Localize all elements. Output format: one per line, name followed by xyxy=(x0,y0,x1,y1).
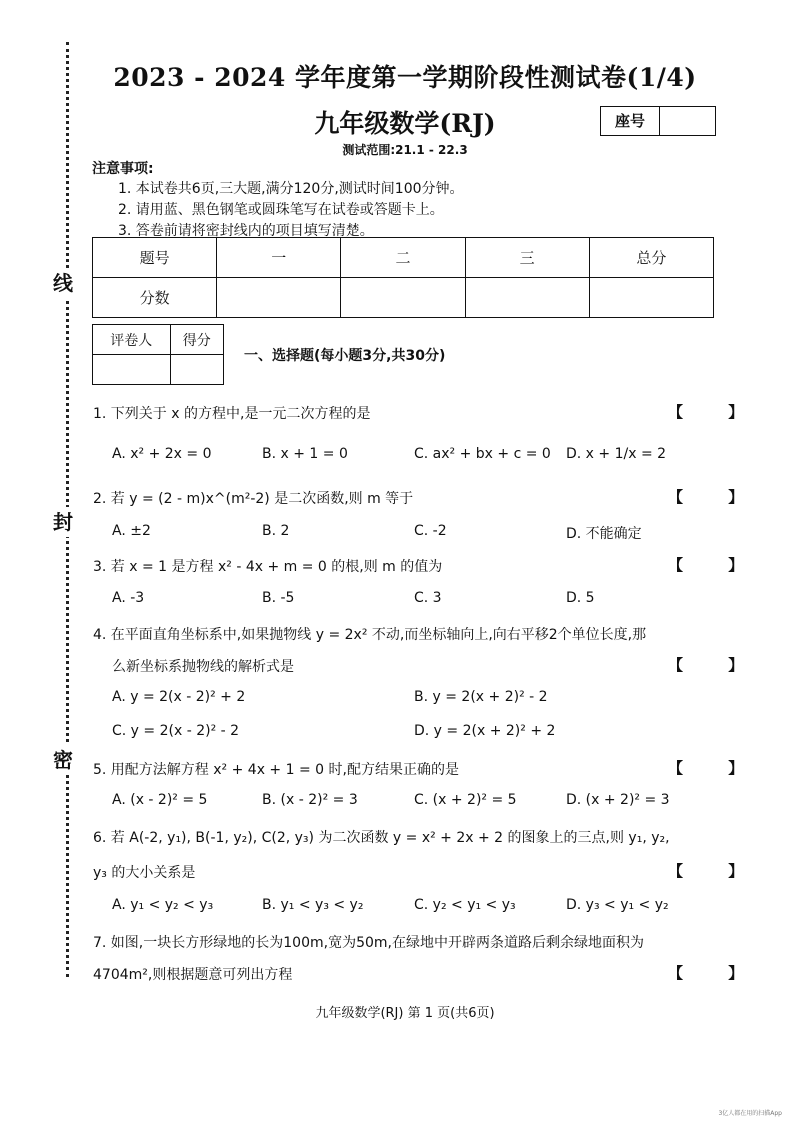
binding-char-secret: 密 xyxy=(53,745,73,775)
option: B. (x - 2)² = 3 xyxy=(262,792,358,808)
option: C. 3 xyxy=(414,590,442,606)
score-cell[interactable] xyxy=(341,278,465,318)
question-stem: 6. 若 A(-2, y₁), B(-1, y₂), C(2, y₃) 为二次函数 y = x² + 2x + 2 的图象上的三点,则 y₁, y₂, xyxy=(93,830,670,846)
option: B. y = 2(x + 2)² - 2 xyxy=(414,689,548,705)
scanner-watermark: 3亿人都在用的扫描App xyxy=(718,1110,782,1117)
score-header-cell: 总分 xyxy=(589,238,713,278)
note-item: 2. 请用蓝、黑色钢笔或圆珠笔写在试卷或答题卡上。 xyxy=(118,202,444,218)
score-row-label: 分数 xyxy=(93,278,217,318)
question-stem: 4. 在平面直角坐标系中,如果抛物线 y = 2x² 不动,而坐标轴向上,向右平移2个单位长度,那 xyxy=(93,627,647,643)
question-stem: 7. 如图,一块长方形绿地的长为100m,宽为50m,在绿地中开辟两条道路后剩余绿地面积为 xyxy=(93,935,644,951)
score-table-score-row xyxy=(93,278,714,318)
option: D. (x + 2)² = 3 xyxy=(566,792,670,808)
option: B. x + 1 = 0 xyxy=(262,446,348,462)
score-cell[interactable] xyxy=(217,278,341,318)
answer-bracket: 【 】 xyxy=(668,862,764,880)
score-header-cell: 二 xyxy=(341,238,465,278)
option: C. ax² + bx + c = 0 xyxy=(414,446,551,462)
question-stem: 1. 下列关于 x 的方程中,是一元二次方程的是 xyxy=(93,406,371,422)
option: A. x² + 2x = 0 xyxy=(112,446,212,462)
option: C. y₂ < y₁ < y₃ xyxy=(414,897,516,913)
binding-char-line: 线 xyxy=(53,268,73,298)
option: A. (x - 2)² = 5 xyxy=(112,792,208,808)
exam-title: 2023 - 2024 学年度第一学期阶段性测试卷(1/4) xyxy=(113,63,697,92)
exam-subtitle: 九年级数学(RJ) xyxy=(314,109,496,138)
grader-score-label: 得分 xyxy=(170,325,223,355)
answer-bracket: 【 】 xyxy=(668,488,764,506)
binding-char-seal: 封 xyxy=(53,507,73,537)
score-cell[interactable] xyxy=(589,278,713,318)
reviewer-label: 评卷人 xyxy=(93,325,171,355)
answer-bracket: 【 】 xyxy=(668,403,764,421)
answer-bracket: 【 】 xyxy=(668,556,764,574)
answer-bracket: 【 】 xyxy=(668,656,764,674)
option: B. -5 xyxy=(262,590,295,606)
test-range: 测试范围:21.1 - 22.3 xyxy=(342,143,468,157)
answer-bracket: 【 】 xyxy=(668,759,764,777)
option: A. ±2 xyxy=(112,523,151,539)
option: A. y₁ < y₂ < y₃ xyxy=(112,897,214,913)
section-title: 一、选择题(每小题3分,共30分) xyxy=(244,348,446,364)
grader-score-cell[interactable] xyxy=(170,355,223,385)
score-header-cell: 题号 xyxy=(93,238,217,278)
option: D. 5 xyxy=(566,590,595,606)
note-item: 3. 答卷前请将密封线内的项目填写清楚。 xyxy=(118,223,374,239)
grader-table xyxy=(92,324,224,385)
question-stem: 2. 若 y = (2 - m)x^(m²-2) 是二次函数,则 m 等于 xyxy=(93,491,414,507)
option: B. 2 xyxy=(262,523,290,539)
option: B. y₁ < y₃ < y₂ xyxy=(262,897,364,913)
option: A. y = 2(x - 2)² + 2 xyxy=(112,689,246,705)
option: D. x + 1/x = 2 xyxy=(566,446,667,462)
score-header-cell: 一 xyxy=(217,238,341,278)
option: D. y₃ < y₁ < y₂ xyxy=(566,897,669,913)
page-footer: 九年级数学(RJ) 第 1 页(共6页) xyxy=(315,1006,495,1021)
reviewer-cell[interactable] xyxy=(93,355,171,385)
question-stem-continued: 么新坐标系抛物线的解析式是 xyxy=(112,659,294,675)
score-header-cell: 三 xyxy=(465,238,589,278)
note-item: 1. 本试卷共6页,三大题,满分120分,测试时间100分钟。 xyxy=(118,181,464,197)
option: D. y = 2(x + 2)² + 2 xyxy=(414,723,556,739)
score-cell[interactable] xyxy=(465,278,589,318)
score-table-header-row xyxy=(93,238,714,278)
seat-number-box xyxy=(600,106,716,136)
option: C. -2 xyxy=(414,523,447,539)
option: C. (x + 2)² = 5 xyxy=(414,792,517,808)
question-stem: 5. 用配方法解方程 x² + 4x + 1 = 0 时,配方结果正确的是 xyxy=(93,762,459,778)
notes-title: 注意事项: xyxy=(92,161,154,177)
score-table xyxy=(92,237,714,318)
option: C. y = 2(x - 2)² - 2 xyxy=(112,723,240,739)
question-stem-continued: y₃ 的大小关系是 xyxy=(93,865,196,881)
option: D. 不能确定 xyxy=(566,526,642,542)
question-stem-continued: 4704m²,则根据题意可列出方程 xyxy=(93,967,293,983)
seat-label: 座号 xyxy=(601,107,660,135)
option: A. -3 xyxy=(112,590,145,606)
question-stem: 3. 若 x = 1 是方程 x² - 4x + m = 0 的根,则 m 的值为 xyxy=(93,559,443,575)
answer-bracket: 【 】 xyxy=(668,964,764,982)
seat-input-cell[interactable] xyxy=(660,107,715,135)
